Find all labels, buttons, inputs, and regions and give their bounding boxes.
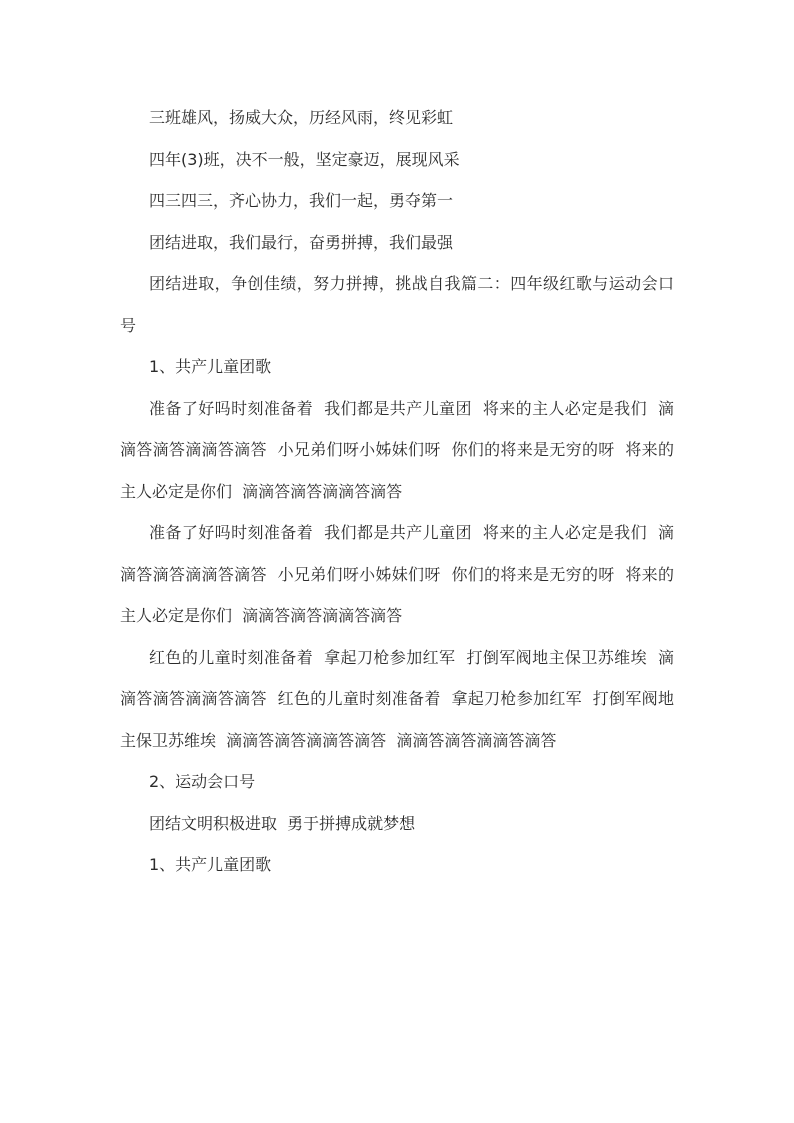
lyrics-paragraph: 红色的儿童时刻准备着 拿起刀枪参加红军 打倒军阀地主保卫苏维埃 滴滴答滴答滴滴答滴答 红色的儿童时刻准备着 拿起刀枪参加红军 打倒军阀地主保卫苏维埃 滴滴答滴答滴滴答滴答 滴滴答滴答滴滴答滴答 [120,647,674,750]
slogan-paragraph: 四三四三，齐心协力，我们一起，勇夺第一 [149,191,454,210]
lyrics-paragraph: 准备了好吗时刻准备着 我们都是共产儿童团 将来的主人必定是我们 滴滴答滴答滴滴答滴答 小兄弟们呀小姊妹们呀 你们的将来是无穷的呀 将来的主人必定是你们 滴滴答滴答滴滴答滴答 [120,523,674,625]
section-heading: 2、运动会口号 [149,772,256,791]
slogan-paragraph: 四年(3)班，决不一般，坚定豪迈，展现风采 [149,149,460,169]
slogan-paragraph: 三班雄风，扬威大众，历经风雨，终见彩虹 [149,108,454,127]
lyrics-paragraph: 准备了好吗时刻准备着 我们都是共产儿童团 将来的主人必定是我们 滴滴答滴答滴滴答滴答 小兄弟们呀小姊妹们呀 你们的将来是无穷的呀 将来的主人必定是你们 滴滴答滴答滴滴答滴答 [120,398,674,501]
document-body [120,97,674,886]
slogan-paragraph: 团结文明积极进取 勇于拼搏成就梦想 [149,813,416,833]
section-heading: 1、共产儿童团歌 [149,357,272,376]
slogan-paragraph: 团结进取，我们最行，奋勇拼搏，我们最强 [149,232,454,252]
section-heading: 1、共产儿童团歌 [149,855,272,874]
slogan-paragraph: 团结进取，争创佳绩，努力拼搏，挑战自我篇二：四年级红歌与运动会口号 [120,274,674,335]
